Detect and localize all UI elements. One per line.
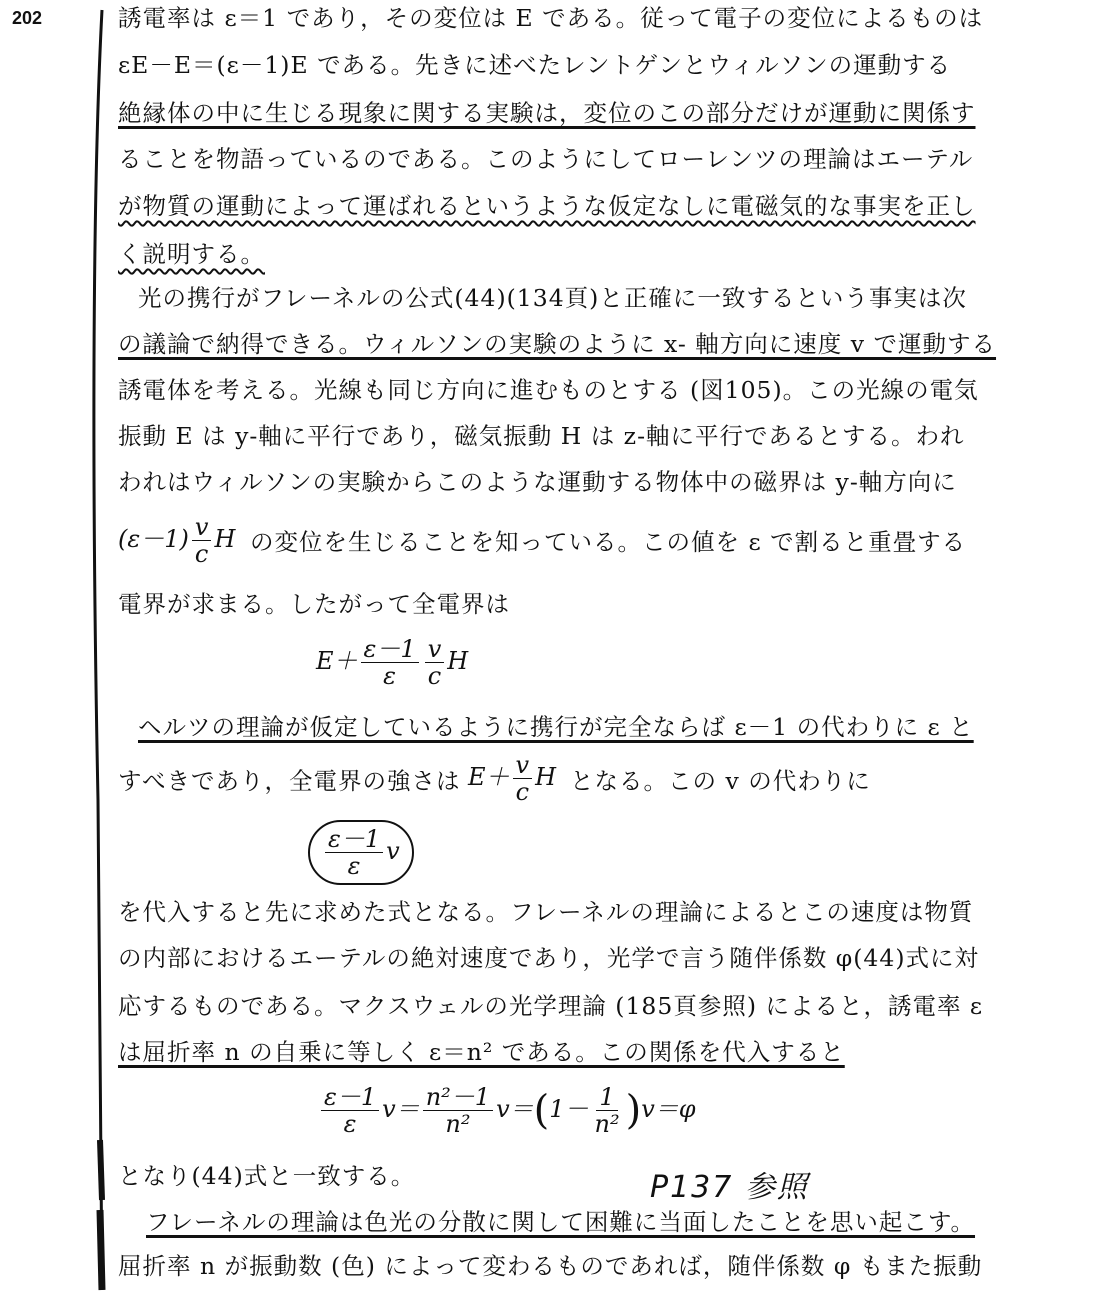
total-field-equation	[316, 636, 468, 689]
m2-pre: E＋	[316, 647, 358, 675]
m2-fraction-1	[361, 636, 419, 689]
text-line-4: ることを物語っているのである。このようにしてローレンツの理論はエーテル	[118, 145, 974, 173]
text-line-5: が物質の運動によって運ばれるというような仮定なしに電磁気的な事実を正し	[118, 192, 976, 220]
m2-post: H	[447, 647, 469, 675]
total-field-strength-expression	[468, 752, 556, 805]
m5-v1: v＝	[382, 1095, 420, 1123]
m3-num: v	[513, 752, 533, 779]
dragging-coefficient-equation	[318, 1084, 696, 1137]
v-over-c-fraction	[192, 514, 212, 567]
text-line-20: は屈折率 n の自乗に等しく ε＝n² である。この関係を代入すると	[118, 1038, 845, 1066]
displacement-expression	[118, 514, 235, 567]
m5-num1: ε－1	[321, 1084, 379, 1111]
text-line-1: 誘電率は ε＝1 であり，その変位は E である。従って電子の変位によるものは	[118, 4, 984, 32]
text-line-11: われはウィルソンの実験からこのような運動する物体中の磁界は y-軸方向に	[118, 468, 957, 496]
text-line-6: く説明する。	[118, 240, 265, 268]
text-line-16: となる。この v の代わりに	[570, 767, 871, 795]
m2-num1: ε－1	[361, 636, 419, 663]
m5-fraction-2	[423, 1084, 493, 1137]
text-line-17: を代入すると先に求めた式となる。フレーネルの理論によるとこの速度は物質	[118, 898, 974, 926]
text-line-13: 電界が求まる。したがって全電界は	[118, 590, 510, 618]
m1-numerator: v	[192, 514, 212, 541]
text-line-21: となり(44)式と一致する。	[118, 1162, 416, 1190]
m5-num2: n²－1	[423, 1084, 493, 1111]
handwritten-note: P137 参照	[650, 1170, 809, 1205]
m1-denominator: c	[194, 540, 209, 568]
m5-v2: v＝	[496, 1095, 534, 1123]
m5-one: 1－	[549, 1095, 589, 1123]
m4-den: ε	[347, 852, 361, 880]
text-line-12: の変位を生じることを知っている。この値を ε で割ると重畳する	[250, 528, 967, 556]
m1-pre: (ε－1)	[118, 525, 189, 553]
m4-fraction	[325, 826, 383, 879]
m5-den3: n²	[594, 1110, 620, 1138]
text-line-15: すべきであり，全電界の強さは	[118, 767, 461, 795]
text-line-8: の議論で納得できる。ウィルソンの実験のように x- 軸方向に速度 v で運動する	[118, 330, 997, 358]
m2-den1: ε	[383, 662, 397, 690]
m4-post: v	[386, 837, 400, 865]
m5-paren-close: )	[625, 1087, 642, 1134]
text-line-19: 応するものである。マクスウェルの光学理論 (185頁参照) によると，誘電率 ε	[118, 992, 984, 1020]
text-line-2: εE－E＝(ε－1)E である。先きに述べたレントゲンとウィルソンの運動する	[118, 51, 952, 79]
text-line-3: 絶縁体の中に生じる現象に関する実験は，変位のこの部分だけが運動に関係す	[118, 99, 976, 127]
m5-den1: ε	[343, 1110, 357, 1138]
m2-fraction-2	[425, 636, 445, 689]
m3-fraction	[513, 752, 533, 805]
m2-den2: c	[427, 662, 442, 690]
m3-den: c	[515, 778, 530, 806]
m5-fraction-3	[592, 1084, 623, 1137]
m5-tail: v＝φ	[641, 1095, 696, 1123]
m5-fraction-1	[321, 1084, 379, 1137]
m2-num2: v	[425, 636, 445, 663]
text-line-7: 光の携行がフレーネルの公式(44)(134頁)と正確に一致するという事実は次	[138, 284, 967, 312]
text-line-10: 振動 E は y-軸に平行であり，磁気振動 H は z-軸に平行であるとする。われ	[118, 422, 965, 450]
m3-post: H	[535, 763, 557, 791]
text-line-22: フレーネルの理論は色光の分散に関して困難に当面したことを思い起こす。	[146, 1208, 976, 1236]
m5-num3: 1	[596, 1084, 617, 1111]
text-line-14: ヘルツの理論が仮定しているように携行が完全ならば ε－1 の代わりに ε と	[138, 713, 974, 741]
page-number: 202	[12, 8, 43, 28]
m5-den2: n²	[445, 1110, 471, 1138]
m4-num: ε－1	[325, 826, 383, 853]
text-line-23: 屈折率 n が振動数 (色) によって変わるものであれば，随伴係数 φ もまた振動	[118, 1252, 983, 1280]
m3-pre: E＋	[468, 763, 510, 791]
m5-paren-open: (	[533, 1087, 550, 1134]
circled-velocity-expression	[308, 820, 414, 885]
text-line-9: 誘電体を考える。光線も同じ方向に進むものとする (図105)。この光線の電気	[118, 376, 979, 404]
m1-post: H	[214, 525, 236, 553]
text-line-18: の内部におけるエーテルの絶対速度であり，光学で言う随伴係数 φ(44)式に対	[118, 944, 979, 972]
